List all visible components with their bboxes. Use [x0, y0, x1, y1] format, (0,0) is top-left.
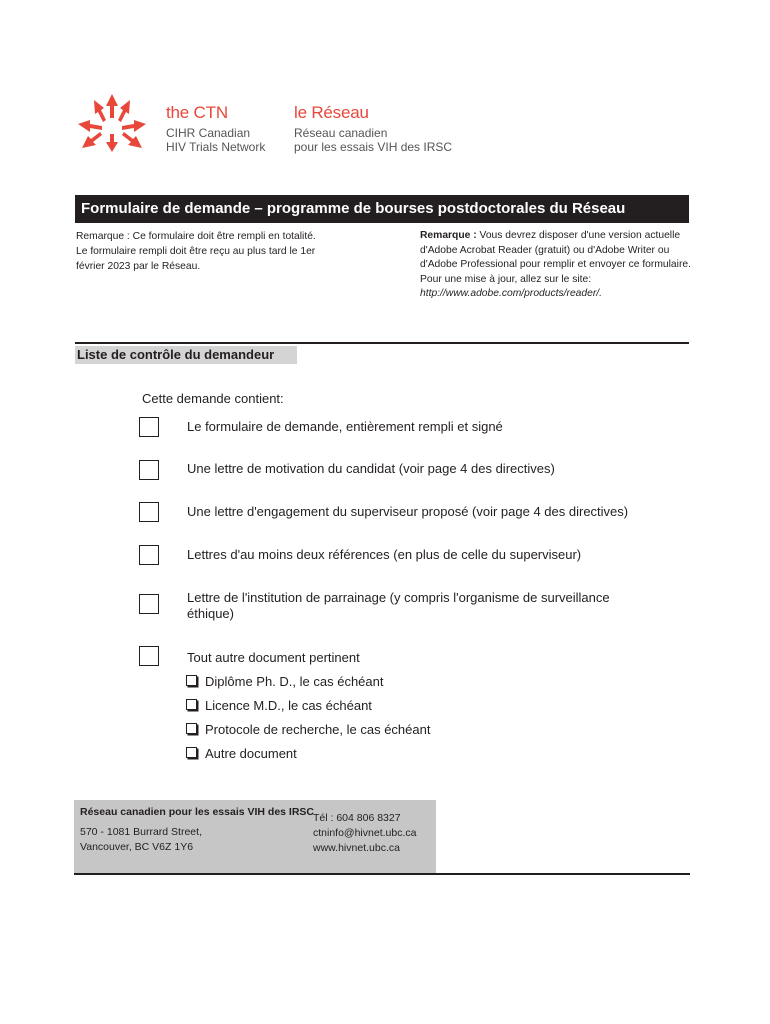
checklist-item-4: Lettres d'au moins deux références (en plus de celle du superviseur) — [187, 547, 582, 562]
form-title: Formulaire de demande – programme de bourses postdoctorales du Réseau — [75, 195, 689, 223]
brand-english-line1: CIHR Canadian — [166, 126, 251, 140]
footer-website[interactable]: www.hivnet.ubc.ca — [313, 842, 400, 854]
footer-divider — [74, 873, 690, 875]
checklist-item-3: Une lettre d'engagement du superviseur proposé (voir page 4 des directives) — [187, 504, 629, 519]
sub-item-label: Licence M.D., le cas échéant — [205, 698, 372, 713]
checklist-item-2: Une lettre de motivation du candidat (voir page 4 des directives) — [187, 461, 555, 476]
sub-item-label: Protocole de recherche, le cas échéant — [205, 722, 431, 737]
brand-english-line2: HIV Trials Network — [166, 140, 266, 154]
checkbox-item-5[interactable] — [139, 594, 159, 614]
footer-address-line1: 570 - 1081 Burrard Street, — [80, 826, 202, 838]
note-right-text: Vous devrez disposer d'une version actuelle d'Adobe Acrobat Reader (gratuit) ou d'Adobe Writer ou d'Adobe Professional pour remplir et envoyer ce formulaire. Pour une mise à jour, allez sur le site: — [420, 230, 691, 285]
checkbox-icon — [186, 675, 197, 686]
brand-french-line2: pour les essais VIH des IRSC — [294, 140, 453, 154]
checkbox-item-1[interactable] — [139, 417, 159, 437]
note-right — [420, 229, 692, 302]
sub-item-label: Diplôme Ph. D., le cas échéant — [205, 674, 384, 689]
brand-english-title: the CTN — [166, 103, 228, 122]
footer-address — [80, 825, 202, 855]
sub-item-label: Autre document — [205, 746, 297, 761]
checklist-item-1: Le formulaire de demande, entièrement rempli et signé — [187, 419, 503, 434]
ctn-logo-icon — [76, 94, 148, 154]
sub-item-4[interactable] — [186, 746, 297, 762]
brand-english — [166, 103, 265, 154]
footer-phone: Tél : 604 806 8327 — [313, 812, 401, 824]
checklist-intro: Cette demande contient: — [142, 391, 284, 406]
checkbox-item-4[interactable] — [139, 545, 159, 565]
checkbox-item-3[interactable] — [139, 502, 159, 522]
checkbox-icon — [186, 723, 197, 734]
sub-item-1[interactable] — [186, 674, 383, 690]
adobe-url-link[interactable]: http://www.adobe.com/products/reader/. — [420, 288, 603, 299]
checklist-item-5: Lettre de l'institution de parrainage (y compris l'organisme de surveillance éthique) — [187, 590, 610, 621]
checkbox-item-2[interactable] — [139, 460, 159, 480]
checkbox-icon — [186, 699, 197, 710]
footer-email[interactable]: ctninfo@hivnet.ubc.ca — [313, 827, 417, 839]
checklist-heading: Liste de contrôle du demandeur — [75, 346, 297, 364]
note-right-label: Remarque : — [420, 230, 477, 241]
footer-address-line2: Vancouver, BC V6Z 1Y6 — [80, 841, 194, 853]
sub-item-3[interactable] — [186, 722, 430, 738]
sub-item-2[interactable] — [186, 698, 372, 714]
brand-french-title: le Réseau — [294, 103, 369, 122]
checkbox-item-6[interactable] — [139, 646, 159, 666]
brand-french — [294, 103, 452, 154]
checkbox-icon — [186, 747, 197, 758]
checklist-item-6: Tout autre document pertinent — [187, 650, 360, 665]
footer-contact — [313, 811, 416, 856]
footer-org: Réseau canadien pour les essais VIH des IRSC — [80, 806, 315, 818]
brand-french-line1: Réseau canadien — [294, 126, 388, 140]
section-divider — [75, 342, 689, 344]
note-left: Remarque : Ce formulaire doit être rempli en totalité. Le formulaire rempli doit être reçu au plus tard le 1er février 2023 par le Réseau. — [76, 231, 316, 272]
